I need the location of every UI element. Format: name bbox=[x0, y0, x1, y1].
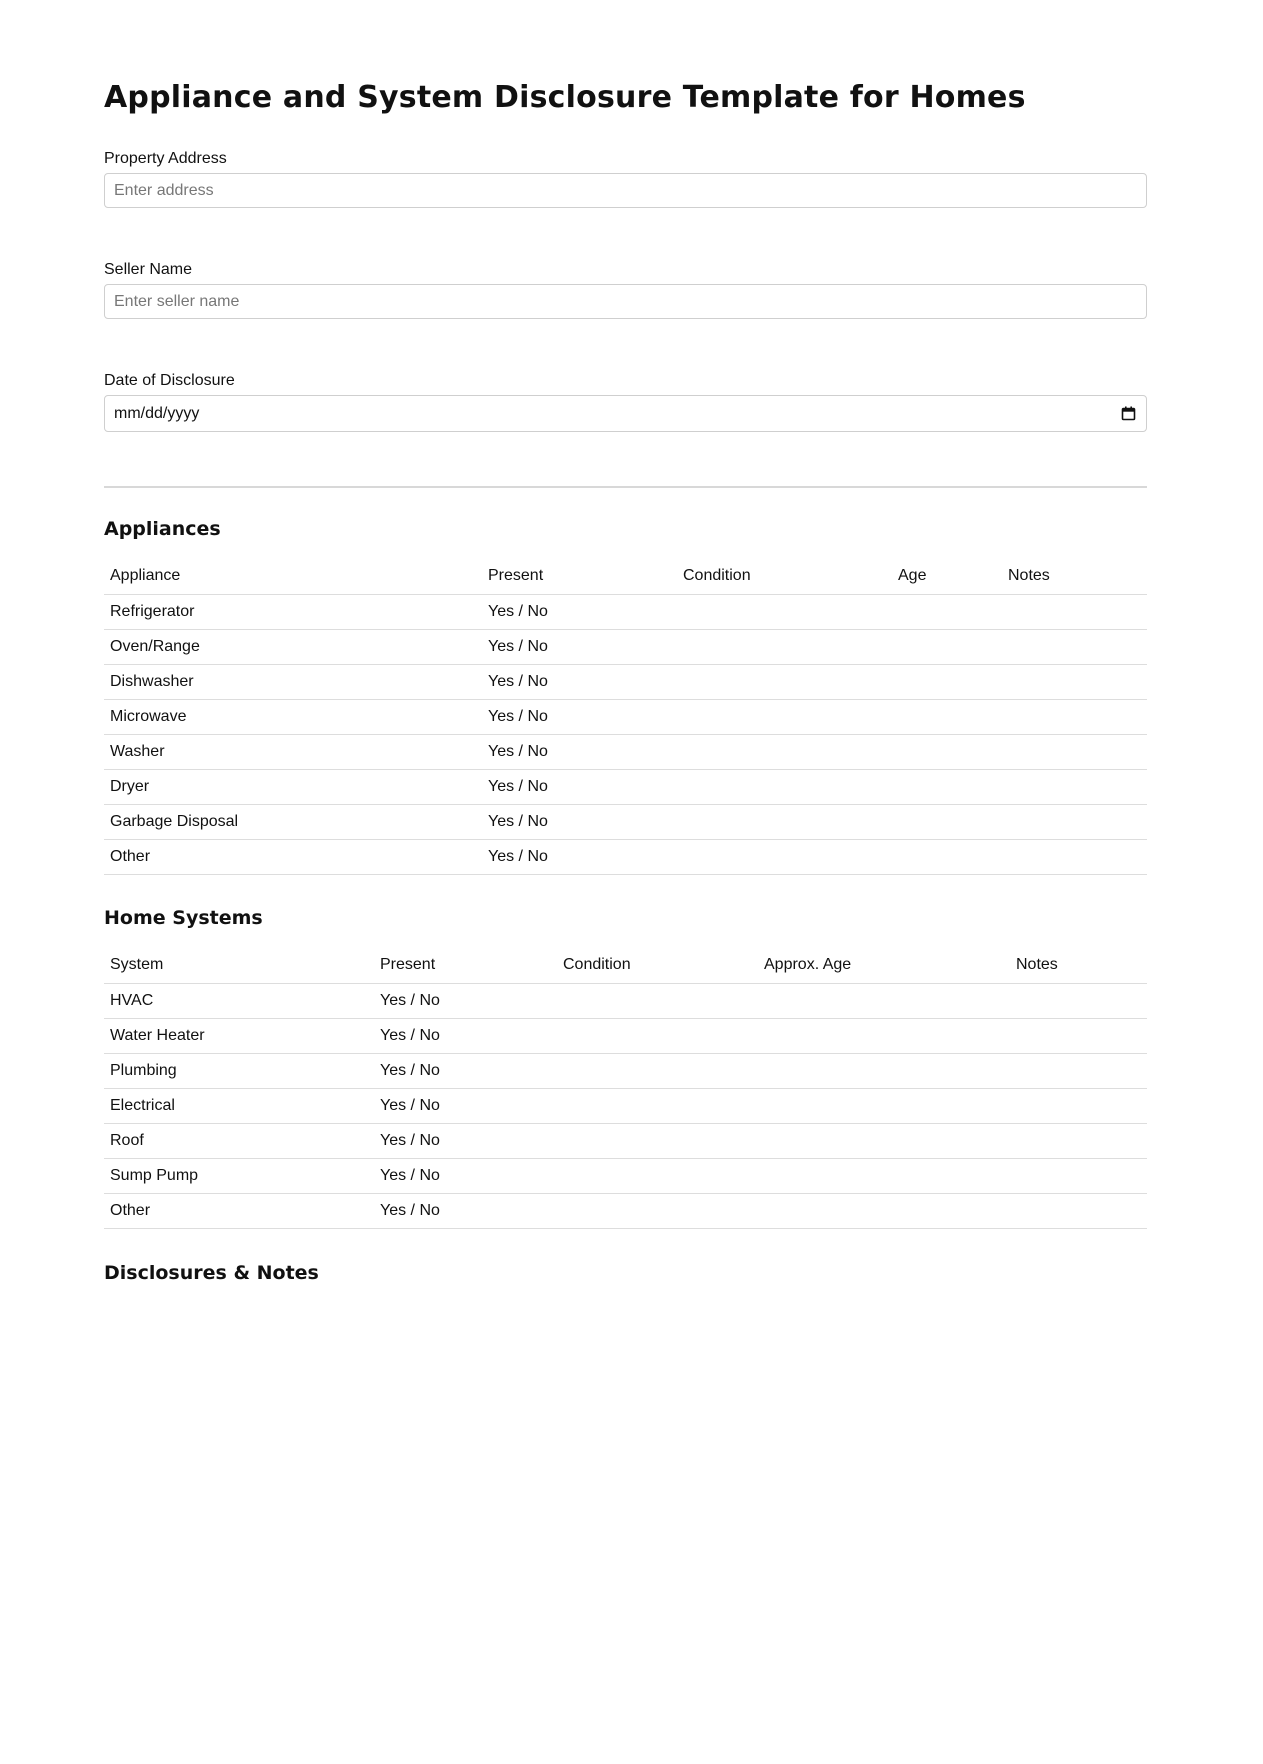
condition-cell bbox=[557, 1019, 758, 1054]
condition-cell bbox=[677, 770, 892, 805]
appliance-name: Other bbox=[104, 840, 482, 875]
notes-cell bbox=[1010, 1089, 1147, 1124]
present-cell: Yes / No bbox=[482, 805, 677, 840]
system-name: HVAC bbox=[104, 984, 374, 1019]
date-of-disclosure-label: Date of Disclosure bbox=[104, 372, 235, 389]
condition-cell bbox=[557, 984, 758, 1019]
present-cell: Yes / No bbox=[482, 630, 677, 665]
notes-cell bbox=[1010, 1054, 1147, 1089]
present-cell: Yes / No bbox=[374, 1054, 557, 1089]
column-header: System bbox=[104, 947, 374, 984]
table-row bbox=[104, 1019, 1147, 1054]
disclosures-heading: Disclosures & Notes bbox=[104, 1262, 319, 1284]
notes-cell bbox=[1010, 1124, 1147, 1159]
condition-cell bbox=[677, 700, 892, 735]
age-cell bbox=[892, 805, 1002, 840]
column-header: Condition bbox=[677, 558, 892, 595]
date-of-disclosure-input[interactable] bbox=[104, 395, 1147, 432]
notes-cell bbox=[1002, 665, 1147, 700]
age-cell bbox=[758, 1019, 1010, 1054]
table-header-row bbox=[104, 947, 1147, 984]
notes-cell bbox=[1002, 630, 1147, 665]
present-cell: Yes / No bbox=[374, 1194, 557, 1229]
notes-cell bbox=[1010, 984, 1147, 1019]
condition-cell bbox=[557, 1124, 758, 1159]
appliance-name: Dryer bbox=[104, 770, 482, 805]
notes-cell bbox=[1002, 595, 1147, 630]
age-cell bbox=[892, 700, 1002, 735]
present-cell: Yes / No bbox=[482, 770, 677, 805]
appliances-table bbox=[104, 558, 1147, 875]
present-cell: Yes / No bbox=[374, 1124, 557, 1159]
condition-cell bbox=[677, 805, 892, 840]
condition-cell bbox=[677, 665, 892, 700]
column-header: Present bbox=[374, 947, 557, 984]
age-cell bbox=[758, 1194, 1010, 1229]
table-row bbox=[104, 700, 1147, 735]
seller-name-label: Seller Name bbox=[104, 261, 193, 278]
table-row bbox=[104, 595, 1147, 630]
table-row bbox=[104, 1054, 1147, 1089]
age-cell bbox=[892, 735, 1002, 770]
present-cell: Yes / No bbox=[482, 700, 677, 735]
notes-cell bbox=[1010, 1159, 1147, 1194]
table-row bbox=[104, 1124, 1147, 1159]
present-cell: Yes / No bbox=[374, 1019, 557, 1054]
present-cell: Yes / No bbox=[482, 735, 677, 770]
appliance-name: Microwave bbox=[104, 700, 482, 735]
column-header: Condition bbox=[557, 947, 758, 984]
age-cell bbox=[758, 1089, 1010, 1124]
notes-cell bbox=[1002, 805, 1147, 840]
age-cell bbox=[758, 1124, 1010, 1159]
notes-cell bbox=[1002, 735, 1147, 770]
condition-cell bbox=[677, 840, 892, 875]
present-cell: Yes / No bbox=[482, 665, 677, 700]
appliance-name: Dishwasher bbox=[104, 665, 482, 700]
notes-cell bbox=[1010, 1019, 1147, 1054]
date-placeholder: mm/dd/yyyy bbox=[114, 405, 200, 422]
appliance-name: Oven/Range bbox=[104, 630, 482, 665]
present-cell: Yes / No bbox=[374, 1159, 557, 1194]
condition-cell bbox=[557, 1089, 758, 1124]
condition-cell bbox=[557, 1054, 758, 1089]
notes-cell bbox=[1002, 770, 1147, 805]
age-cell bbox=[892, 595, 1002, 630]
table-row bbox=[104, 1089, 1147, 1124]
property-address-label: Property Address bbox=[104, 150, 227, 167]
age-cell bbox=[892, 665, 1002, 700]
column-header: Notes bbox=[1010, 947, 1147, 984]
system-name: Sump Pump bbox=[104, 1159, 374, 1194]
table-row bbox=[104, 770, 1147, 805]
system-name: Roof bbox=[104, 1124, 374, 1159]
column-header: Notes bbox=[1002, 558, 1147, 595]
page-title: Appliance and System Disclosure Template for Homes bbox=[104, 80, 1026, 115]
appliance-name: Washer bbox=[104, 735, 482, 770]
table-row bbox=[104, 665, 1147, 700]
calendar-icon[interactable] bbox=[1121, 406, 1136, 421]
section-divider bbox=[104, 486, 1147, 488]
appliance-name: Garbage Disposal bbox=[104, 805, 482, 840]
table-header-row bbox=[104, 558, 1147, 595]
home-systems-heading: Home Systems bbox=[104, 907, 263, 929]
table-row bbox=[104, 840, 1147, 875]
notes-cell bbox=[1010, 1194, 1147, 1229]
property-address-input[interactable] bbox=[104, 173, 1147, 208]
age-cell bbox=[758, 1159, 1010, 1194]
system-name: Electrical bbox=[104, 1089, 374, 1124]
table-row bbox=[104, 805, 1147, 840]
age-cell bbox=[758, 984, 1010, 1019]
appliances-heading: Appliances bbox=[104, 518, 221, 540]
seller-name-input[interactable] bbox=[104, 284, 1147, 319]
table-row bbox=[104, 1159, 1147, 1194]
present-cell: Yes / No bbox=[482, 840, 677, 875]
column-header: Approx. Age bbox=[758, 947, 1010, 984]
present-cell: Yes / No bbox=[374, 984, 557, 1019]
table-row bbox=[104, 1194, 1147, 1229]
table-row bbox=[104, 984, 1147, 1019]
notes-cell bbox=[1002, 700, 1147, 735]
column-header: Age bbox=[892, 558, 1002, 595]
condition-cell bbox=[677, 595, 892, 630]
appliance-name: Refrigerator bbox=[104, 595, 482, 630]
table-row bbox=[104, 735, 1147, 770]
notes-cell bbox=[1002, 840, 1147, 875]
table-row bbox=[104, 630, 1147, 665]
age-cell bbox=[758, 1054, 1010, 1089]
column-header: Present bbox=[482, 558, 677, 595]
age-cell bbox=[892, 630, 1002, 665]
system-name: Other bbox=[104, 1194, 374, 1229]
present-cell: Yes / No bbox=[374, 1089, 557, 1124]
column-header: Appliance bbox=[104, 558, 482, 595]
condition-cell bbox=[677, 735, 892, 770]
condition-cell bbox=[557, 1159, 758, 1194]
age-cell bbox=[892, 770, 1002, 805]
condition-cell bbox=[677, 630, 892, 665]
home-systems-table bbox=[104, 947, 1147, 1229]
system-name: Water Heater bbox=[104, 1019, 374, 1054]
age-cell bbox=[892, 840, 1002, 875]
condition-cell bbox=[557, 1194, 758, 1229]
present-cell: Yes / No bbox=[482, 595, 677, 630]
system-name: Plumbing bbox=[104, 1054, 374, 1089]
